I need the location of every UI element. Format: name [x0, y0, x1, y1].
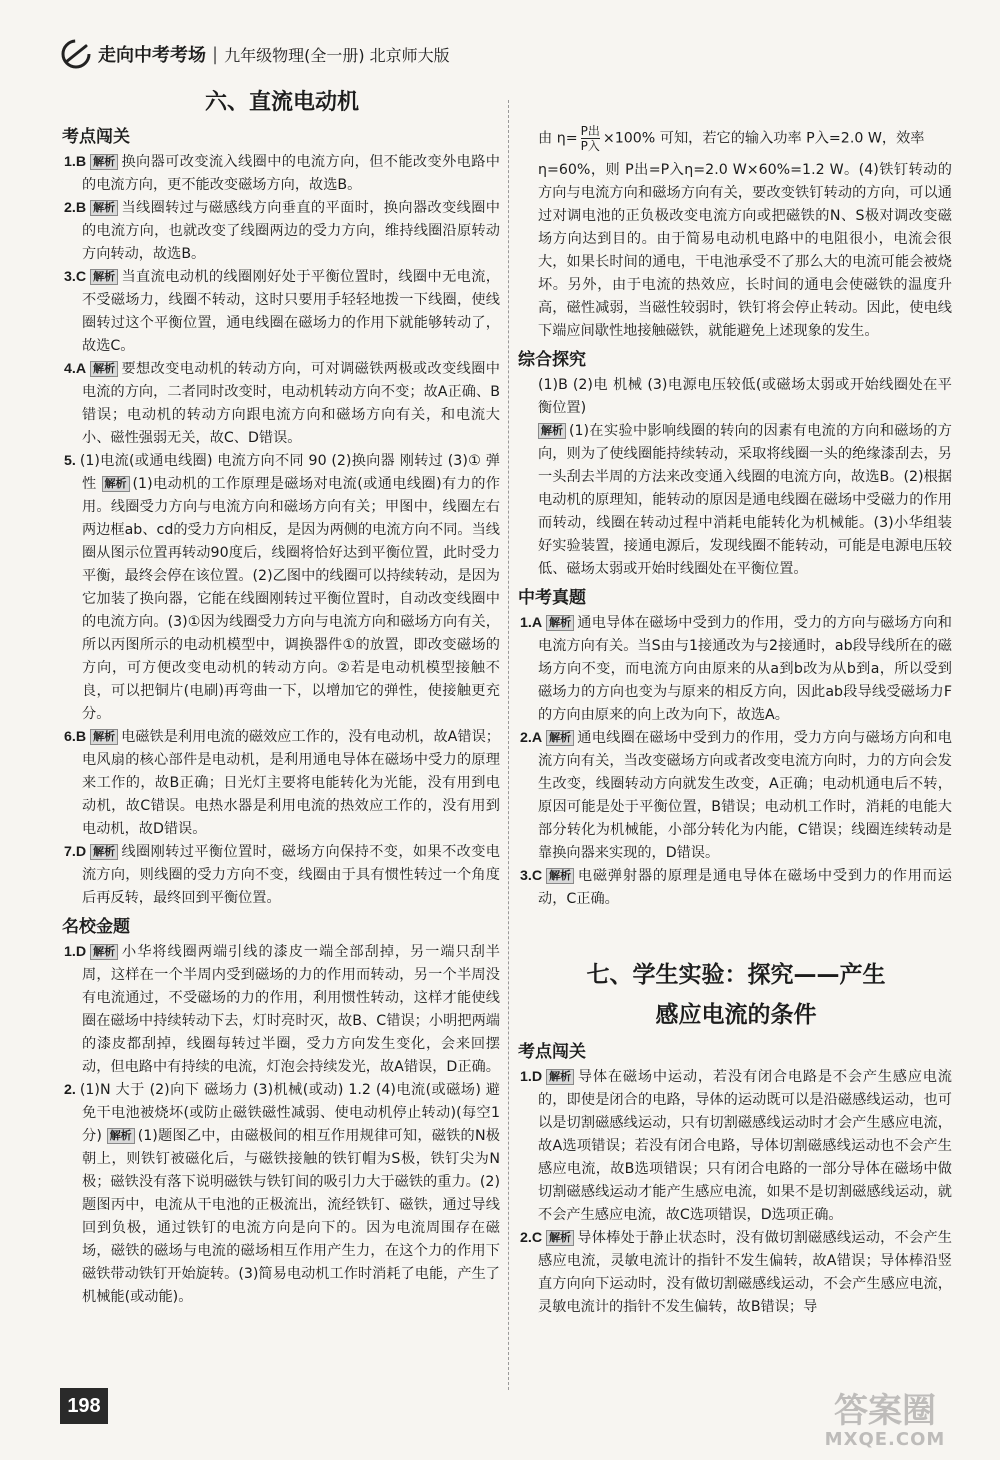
header-separator: | [212, 43, 219, 65]
answer-text: 电磁铁是利用电流的磁效应工作的，没有电动机，故A错误；电风扇的核心部件是电动机，是利用通电导体在磁场中受力的原理来工作的，故B正确；日光灯主要将电能转化为光能，没有用到电动机，故C错误。电热水器是利用电流的热效应工作的，没有用到电动机，故D错误。 [82, 729, 500, 837]
formula-line [520, 124, 952, 153]
answer-list [64, 941, 500, 1309]
answer-text: 换向器可改变流入线圈中的电流方向，但不能改变外电路中的电流方向，更不能改变磁场方向，故选B。 [82, 154, 500, 193]
answer-key: (1)N 大于 (2)向下 磁场力 (3)机械(或动) 1.2 (4)电流(或磁场) 避免干电池被烧坏(或防止磁铁磁性减弱、使电动机停止转动)(每空1分) [79, 1082, 500, 1144]
section-title: 考点闯关 [62, 127, 130, 147]
answer-number: 2. [64, 1082, 76, 1098]
answer-item [64, 450, 500, 726]
book-subtitle: 九年级物理(全一册) 北京师大版 [224, 45, 450, 65]
page-number: 198 [60, 1388, 108, 1424]
analysis-badge: 解析 [90, 729, 118, 745]
answer-number: 2.A [520, 730, 543, 746]
answer-number: 1.D [520, 1069, 543, 1085]
answer-item [520, 420, 952, 581]
analysis-badge: 解析 [546, 1069, 574, 1085]
watermark-url: MXQE.COM [824, 1429, 946, 1450]
section-title: 名校金题 [62, 917, 130, 937]
answer-number: 6.B [64, 729, 87, 745]
chapter-title: 六、直流电动机 [204, 90, 359, 115]
analysis-badge: 解析 [546, 1230, 574, 1246]
watermark [790, 1392, 980, 1454]
answer-text: (1)在实验中影响线圈的转向的因素有电流的方向和磁场的方向，则为了使线圈能持续转动，采取将线圈一头的绝缘漆刮去，另一头刮去半周的方法来改变通入线圈的电流方向，故选B。(2)根据电动机的原理知，能转动的原因是通电线圈在磁场中受磁力的作用而转动，线圈在转动过程中消耗电能转化为机械能。(3)小华组装好实验装置，接通电源后，发现线圈不能转动，可能是电源电压较低、磁场太弱或开始时线圈处在平衡位置。 [538, 423, 952, 577]
section-title: 综合探究 [518, 350, 586, 370]
answer-item [520, 865, 952, 911]
analysis-badge: 解析 [90, 269, 118, 285]
answer-item [64, 358, 500, 450]
watermark-logo-text: 答案圈 [834, 1391, 936, 1431]
page-header [60, 36, 500, 72]
answer-number: 4.A [64, 361, 87, 377]
right-column [520, 124, 952, 1319]
analysis-badge: 解析 [102, 476, 130, 492]
answer-text: 当直流电动机的线圈刚好处于平衡位置时，线圈中无电流，不受磁场力，线圈不转动，这时只要用手轻轻地拨一下线圈，使线圈转过这个平衡位置，通电线圈在磁场力的作用下就能够转动了，故选C。 [82, 269, 500, 354]
answer-item [520, 1227, 952, 1319]
answer-key: (1)B (2)电 机械 (3)电源电压较低(或磁场太弱或开始线圈处在平衡位置) [538, 377, 952, 416]
fraction-numerator: P出 [580, 124, 600, 138]
answer-text: 小华将线圈两端引线的漆皮一端全部刮掉，另一端只刮半周，这样在一个半周内受到磁场的力的作用而转动，另一个半周没有电流通过，不受磁场的力的作用，利用惯性转动，这样才能使线圈在磁场中持续转动下去，灯时亮时灭，故B、C错误；小明把两端的漆皮都刮掉，线圈每转过半圈，受力方向发生变化，会来回摆动，但电路中有持续的电流，灯泡会持续发光，故A错误，D正确。 [82, 944, 500, 1075]
answer-number: 1.B [64, 154, 87, 170]
chapter-title-2 [520, 955, 952, 1035]
answer-text: 通电导体在磁场中受到力的作用，受力的方向与磁场方向和电流方向有关。当S由与1接通改为与2接通时，ab段导线所在的磁场方向不变，而电流方向由原来的从a到b改为从b到a，所以受到磁场力的方向也变为与原来的相反方向，因此ab段导线受磁场力F的方向由原来的向上改为向下，故选A。 [538, 615, 952, 723]
answer-text: 导体在磁场中运动，若没有闭合电路是不会产生感应电流的，即使是闭合的电路，导体的运动既可以是沿磁感线运动，也可以是切割磁感线运动，只有切割磁感线运动时才会产生感应电流，故A选项错误；若没有闭合电路，导体切割磁感线运动也不会产生感应电流，故B选项错误；只有闭合电路的一部分导体在磁场中做切割磁感线运动才能产生感应电流，如果不是切割磁感线运动，就不会产生感应电流，故C选项错误，D选项正确。 [538, 1069, 952, 1223]
answer-item [64, 1079, 500, 1309]
analysis-badge: 解析 [90, 154, 118, 170]
chapter-title-line-1: 七、学生实验：探究——产生 [586, 962, 886, 988]
answer-number: 1.A [520, 615, 543, 631]
answer-text: 通电线圈在磁场中受到力的作用，受力方向与磁场方向和电流方向有关，当改变磁场方向或者改变电流方向时，力的方向会发生改变，线圈转动方向就发生改变，A正确；电动机通电后不转，原因可能是处于平衡位置，B错误；电动机工作时，消耗的电能大部分转化为机械能，小部分转化为内能，C错误；线圈连续转动是靠换向器来实现的，D错误。 [538, 730, 952, 861]
brand-name: 走向中考考场 [98, 45, 206, 66]
analysis-badge: 解析 [546, 730, 574, 746]
answer-text: 导体棒处于静止状态时，没有做切割磁感线运动，不会产生感应电流，灵敏电流计的指针不发生偏转，故A错误；导体棒沿竖直方向向下运动时，没有做切割磁感线运动，不会产生感应电流，灵敏电流计的指针不发生偏转，故B错误；导 [538, 1230, 952, 1315]
answer-list [64, 151, 500, 910]
formula-suffix: ×100% 可知，若它的输入功率 P入=2.0 W，效率 [602, 130, 925, 147]
answer-text: (1)题图乙中，由磁极间的相互作用规律可知，磁铁的N极朝上，则铁钉被磁化后，与磁铁接触的铁钉帽为S极，铁钉尖为N极；磁铁没有落下说明磁铁与铁钉间的吸引力大于磁铁的重力。(2)题图丙中，电流从干电池的正极流出，流经铁钉、磁铁，通过导线回到负极，通过铁钉的电流方向是向下的。因为电流周围存在磁场，磁铁的磁场与电流的磁场相互作用产生力，在这个力的作用下磁铁带动铁钉开始旋转。(3)简易电动机工作时消耗了电能，产生了机械能(或动能)。 [82, 1128, 500, 1305]
answer-number: 5. [64, 453, 76, 469]
analysis-badge: 解析 [538, 423, 566, 439]
answer-item [520, 727, 952, 865]
answer-number: 2.C [520, 1230, 543, 1246]
analysis-badge: 解析 [546, 615, 574, 631]
answer-text: 要想改变电动机的转动方向，可对调磁铁两极或改变线圈中电流的方向，二者同时改变时，电动机转动方向不变；故A正确、B错误；电动机的转动方向跟电流方向和磁场方向有关，和电流大小、磁性强弱无关，故C、D错误。 [82, 361, 500, 446]
brand-logo-icon [60, 38, 92, 70]
section-title: 中考真题 [518, 588, 586, 608]
answer-text: 电磁弹射器的原理是通电导体在磁场中受到力的作用而运动，C正确。 [538, 868, 952, 907]
column-divider [508, 100, 509, 1390]
answer-item [64, 726, 500, 841]
answer-text: 线圈刚转过平衡位置时，磁场方向保持不变，如果不改变电流方向，则线圈的受力方向不变，线圈由于具有惯性转过一个角度后再反转，最终回到平衡位置。 [82, 844, 500, 906]
formula-fraction [581, 124, 600, 153]
answer-number: 2.B [64, 200, 87, 216]
answer-item [64, 197, 500, 266]
formula-prefix: 由 η= [538, 130, 578, 147]
answer-item [64, 151, 500, 197]
answer-key: (1)电流(或通电线圈) 电流方向不同 90 (2)换向器 刚转过 (3)① 弹性 [79, 453, 500, 492]
analysis-badge: 解析 [90, 361, 118, 377]
analysis-badge: 解析 [90, 844, 118, 860]
answer-number: 7.D [64, 844, 87, 860]
answer-text: 当线圈转过与磁感线方向垂直的平面时，换向器改变线圈中的电流方向，也就改变了线圈两边的受力方向，维持线圈沿原转动方向转动，故选B。 [82, 200, 500, 262]
analysis-badge: 解析 [90, 200, 118, 216]
answer-item [520, 1066, 952, 1227]
fraction-denominator: P入 [580, 139, 600, 153]
analysis-badge: 解析 [90, 944, 118, 960]
left-column [64, 84, 500, 1309]
answer-number: 1.D [64, 944, 87, 960]
answer-list [520, 1066, 952, 1319]
analysis-badge: 解析 [546, 868, 574, 884]
answer-item [64, 266, 500, 358]
analysis-badge: 解析 [107, 1128, 135, 1144]
chapter-title-line-2: 感应电流的条件 [655, 1002, 817, 1028]
answer-number: 3.C [520, 868, 543, 884]
answer-text: (1)电动机的工作原理是磁场对电流(或通电线圈)有力的作用。线圈受力方向与电流方向和磁场方向有关；甲图中，线圈左右两边框ab、cd的受力方向相反，是因为两侧的电流方向不同。当线圈从图示位置再转动90度后，线圈将恰好达到平衡位置，此时受力平衡，最终会停在该位置。(2)乙图中的线圈可以持续转动，是因为它加装了换向器，它能在线圈刚转过平衡位置时，自动改变线圈中的电流方向。(3)①因为线圈受力方向与电流方向和磁场方向有关，所以丙图所示的电动机模型中，调换器件①的放置，即改变磁场的方向，可方便改变电动机的转动方向。②若是电动机模型接触不良，可以把铜片(电刷)再弯曲一下，以增加它的弹性，使接触更充分。 [82, 476, 500, 722]
answer-item [520, 612, 952, 727]
continued-text: η=60%，则 P出=P入η=2.0 W×60%=1.2 W。(4)铁钉转动的方向与电流方向和磁场方向有关，要改变铁钉转动的方向，可以通过对调电池的正负极改变电流方向或把磁铁的N、S极对调改变磁场方向达到目的。由于简易电动机电路中的电阻很小，电流会很大，如果长时间的通电，干电池承受不了那么大的电流可能会被烧坏。另外，由于电流的热效应，长时间的通电会使磁铁的温度升高，磁性减弱，当磁性较弱时，铁钉将会停止转动。因此，使电线下端应间歇性地接触磁铁，就能避免上述现象的发生。 [538, 162, 952, 339]
answer-item [64, 941, 500, 1079]
answer-list [520, 612, 952, 911]
answer-item [64, 841, 500, 910]
answer-number: 3.C [64, 269, 87, 285]
section-title: 考点闯关 [518, 1042, 586, 1062]
